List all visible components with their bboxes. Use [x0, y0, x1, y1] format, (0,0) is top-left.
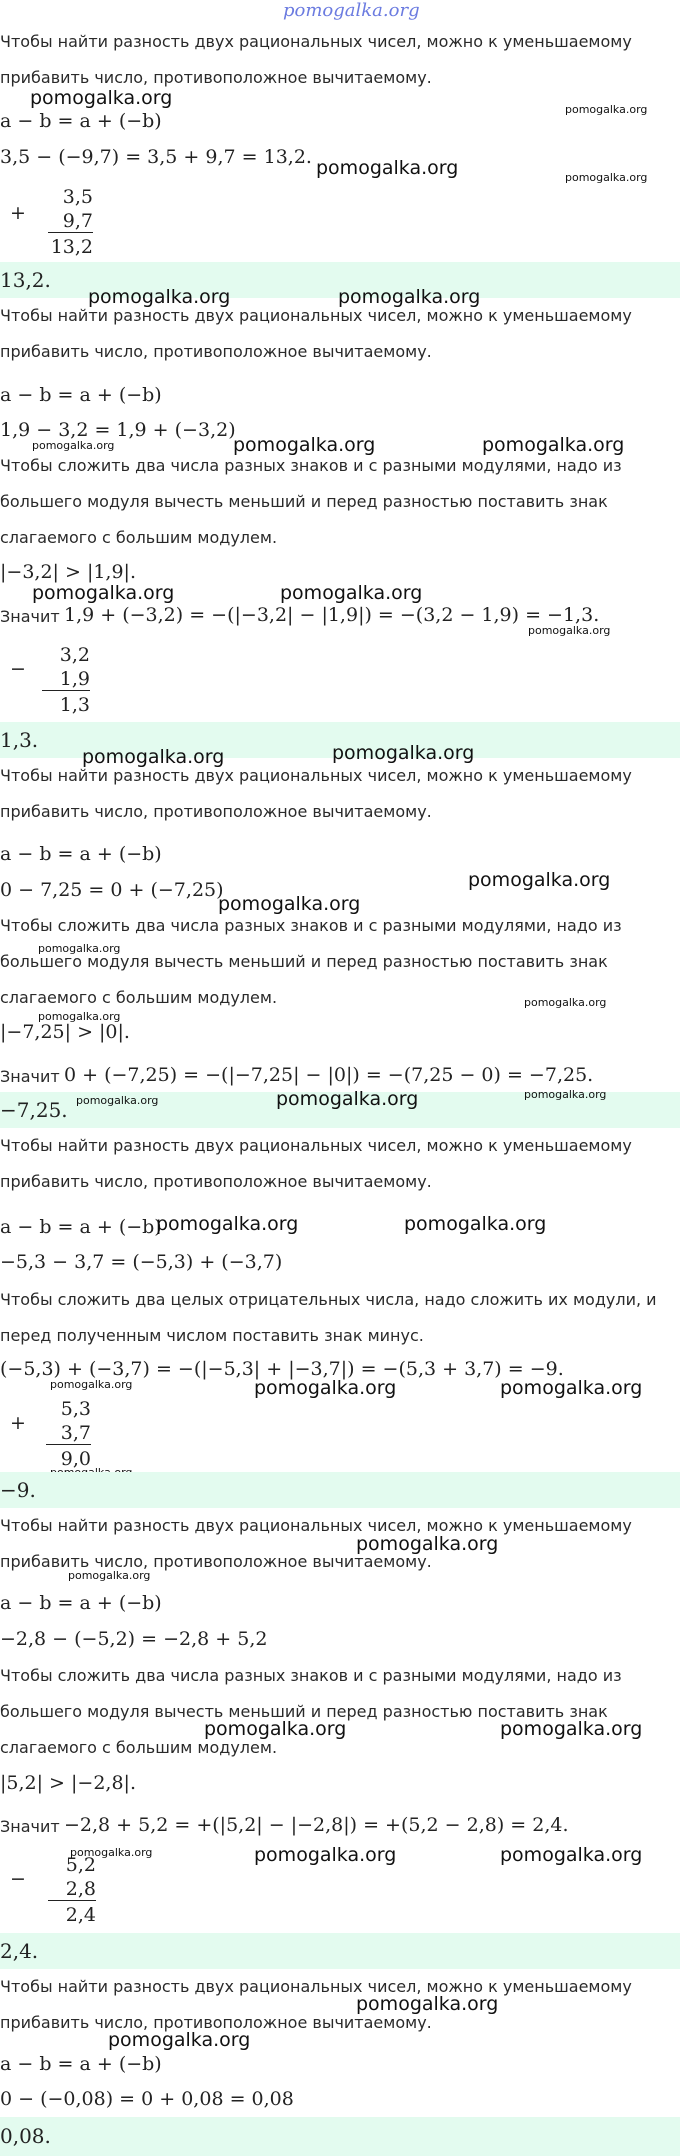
answer-band [0, 1933, 680, 1969]
answer: −7,25. [0, 1098, 68, 1122]
rule-diff-line-2: прибавить число, противоположное вычитаемому. [0, 342, 432, 361]
watermark: pomogalka.org [276, 1088, 419, 1110]
watermark: pomogalka.org [468, 869, 611, 891]
answer: 13,2. [0, 268, 51, 292]
watermark: pomogalka.org [500, 1844, 643, 1866]
watermark: pomogalka.org [524, 996, 607, 1009]
watermark: pomogalka.org [528, 624, 611, 637]
task-4-line: −5,3 − 3,7 = (−5,3) + (−3,7) [0, 1251, 283, 1273]
watermark: pomogalka.org [82, 746, 225, 768]
column-sign: − [10, 658, 26, 680]
rule-mixed-line-1: Чтобы сложить два числа разных знаков и с разными модулями, надо из [0, 916, 622, 935]
answer: −9. [0, 1478, 36, 1502]
watermark: pomogalka.org [30, 87, 173, 109]
watermark: pomogalka.org [524, 1088, 607, 1101]
modulus-compare: |−7,25| > |0|. [0, 1021, 130, 1043]
watermark: pomogalka.org [50, 1378, 133, 1391]
watermark: pomogalka.org [108, 2029, 251, 2051]
formula: a − b = a + (−b) [0, 1216, 162, 1238]
formula: a − b = a + (−b) [0, 2053, 162, 2075]
watermark: pomogalka.org [233, 434, 376, 456]
watermark: pomogalka.org [68, 1569, 151, 1582]
watermark: pomogalka.org [316, 157, 459, 179]
watermark: pomogalka.org [565, 103, 648, 116]
watermark: pomogalka.org [70, 1846, 153, 1859]
result-prefix: Значит [0, 1817, 60, 1836]
rule-diff-line-1: Чтобы найти разность двух рациональных чисел, можно к уменьшаемому [0, 32, 632, 51]
rule-mixed-line-2: большего модуля вычесть меньший и перед разностью поставить знак [0, 952, 608, 971]
result-expression: 1,9 + (−3,2) = −(|−3,2| − |1,9|) = −(3,2 − 1,9) = −1,3. [64, 604, 600, 626]
answer: 0,08. [0, 2124, 51, 2148]
watermark: pomogalka.org [482, 434, 625, 456]
watermark: pomogalka.org [38, 942, 121, 955]
answer: 2,4. [0, 1939, 39, 1963]
watermark: pomogalka.org [38, 1010, 121, 1023]
task-5-line: −2,8 − (−5,2) = −2,8 + 5,2 [0, 1628, 268, 1650]
watermark: pomogalka.org [404, 1213, 547, 1235]
watermark: pomogalka.org [280, 582, 423, 604]
column-result: 9,0 [60, 1448, 91, 1470]
result-expression: 0 + (−7,25) = −(|−7,25| − |0|) = −(7,25 − 0) = −7,25. [64, 1064, 594, 1086]
answer-band [0, 2117, 680, 2156]
rule-mixed-line-3: слагаемого с большим модулем. [0, 528, 278, 547]
watermark: pomogalka.org [565, 171, 648, 184]
watermark: pomogalka.org [32, 582, 175, 604]
task-6-line: 0 − (−0,08) = 0 + 0,08 = 0,08 [0, 2088, 294, 2110]
watermark-top: pomogalka.org [283, 0, 420, 21]
rule-mixed-line-2: большего модуля вычесть меньший и перед разностью поставить знак [0, 1702, 608, 1721]
rule-diff-line-2: прибавить число, противоположное вычитаемому. [0, 1172, 432, 1191]
rule-mixed-line-3: слагаемого с большим модулем. [0, 988, 278, 1007]
column-sign: + [10, 1412, 26, 1434]
rule-diff-line-1: Чтобы найти разность двух рациональных чисел, можно к уменьшаемому [0, 1136, 632, 1155]
answer: 1,3. [0, 728, 39, 752]
watermark: pomogalka.org [156, 1213, 299, 1235]
watermark: pomogalka.org [254, 1377, 397, 1399]
result-prefix: Значит [0, 1067, 60, 1086]
rule-mixed-line-3: слагаемого с большим модулем. [0, 1738, 278, 1757]
modulus-compare: |−3,2| > |1,9|. [0, 561, 136, 583]
modulus-compare: |5,2| > |−2,8|. [0, 1772, 136, 1794]
formula: a − b = a + (−b) [0, 384, 162, 406]
column-result: 2,4 [65, 1904, 96, 1926]
column-row: 2,8 [48, 1878, 96, 1901]
column-sign: + [10, 202, 26, 224]
column-row: 3,7 [46, 1422, 91, 1445]
rule-diff-line-1: Чтобы найти разность двух рациональных чисел, можно к уменьшаемому [0, 1516, 632, 1535]
watermark: pomogalka.org [356, 1993, 499, 2015]
column-row: 9,7 [48, 210, 93, 233]
result-expression: −2,8 + 5,2 = +(|5,2| − |−2,8|) = +(5,2 − 2,8) = 2,4. [64, 1814, 569, 1836]
task-1-line: 3,5 − (−9,7) = 3,5 + 9,7 = 13,2. [0, 146, 312, 168]
rule-mixed-line-1: Чтобы сложить два числа разных знаков и с разными модулями, надо из [0, 1666, 622, 1685]
task-2-line: 1,9 − 3,2 = 1,9 + (−3,2) [0, 419, 236, 441]
watermark: pomogalka.org [204, 1718, 347, 1740]
watermark: pomogalka.org [32, 439, 115, 452]
result-expression: (−5,3) + (−3,7) = −(|−5,3| + |−3,7|) = −(5,3 + 3,7) = −9. [0, 1358, 564, 1380]
watermark: pomogalka.org [332, 742, 475, 764]
column-result: 13,2 [50, 236, 93, 258]
column-result: 1,3 [59, 694, 90, 716]
watermark: pomogalka.org [76, 1094, 159, 1107]
rule-diff-line-2: прибавить число, противоположное вычитаемому. [0, 1552, 432, 1571]
result-prefix: Значит [0, 607, 60, 626]
task-3-line: 0 − 7,25 = 0 + (−7,25) [0, 879, 224, 901]
rule-diff-line-1: Чтобы найти разность двух рациональных чисел, можно к уменьшаемому [0, 766, 632, 785]
rule-diff-line-2: прибавить число, противоположное вычитаемому. [0, 2013, 432, 2032]
rule-mixed-line-2: большего модуля вычесть меньший и перед разностью поставить знак [0, 492, 608, 511]
watermark: pomogalka.org [356, 1533, 499, 1555]
column-row: 5,3 [60, 1398, 91, 1420]
watermark: pomogalka.org [338, 286, 481, 308]
rule-diff-line-2: прибавить число, противоположное вычитаемому. [0, 68, 432, 87]
rule-diff-line-1: Чтобы найти разность двух рациональных чисел, можно к уменьшаемому [0, 1977, 632, 1996]
watermark: pomogalka.org [500, 1377, 643, 1399]
column-row: 3,2 [59, 644, 90, 666]
watermark: pomogalka.org [500, 1718, 643, 1740]
formula: a − b = a + (−b) [0, 843, 162, 865]
column-row: 5,2 [65, 1854, 96, 1876]
formula: a − b = a + (−b) [0, 110, 162, 132]
rule-diff-line-1: Чтобы найти разность двух рациональных чисел, можно к уменьшаемому [0, 306, 632, 325]
watermark: pomogalka.org [254, 1844, 397, 1866]
rule-negative-line-2: перед полученным числом поставить знак минус. [0, 1326, 424, 1345]
answer-band [0, 1472, 680, 1508]
formula: a − b = a + (−b) [0, 1592, 162, 1614]
column-row: 3,5 [62, 186, 93, 208]
column-sign: − [10, 1868, 26, 1890]
column-row: 1,9 [42, 668, 90, 691]
watermark: pomogalka.org [218, 893, 361, 915]
rule-negative-line-1: Чтобы сложить два целых отрицательных числа, надо сложить их модули, и [0, 1290, 657, 1309]
rule-diff-line-2: прибавить число, противоположное вычитаемому. [0, 802, 432, 821]
watermark: pomogalka.org [88, 286, 231, 308]
rule-mixed-line-1: Чтобы сложить два числа разных знаков и с разными модулями, надо из [0, 456, 622, 475]
